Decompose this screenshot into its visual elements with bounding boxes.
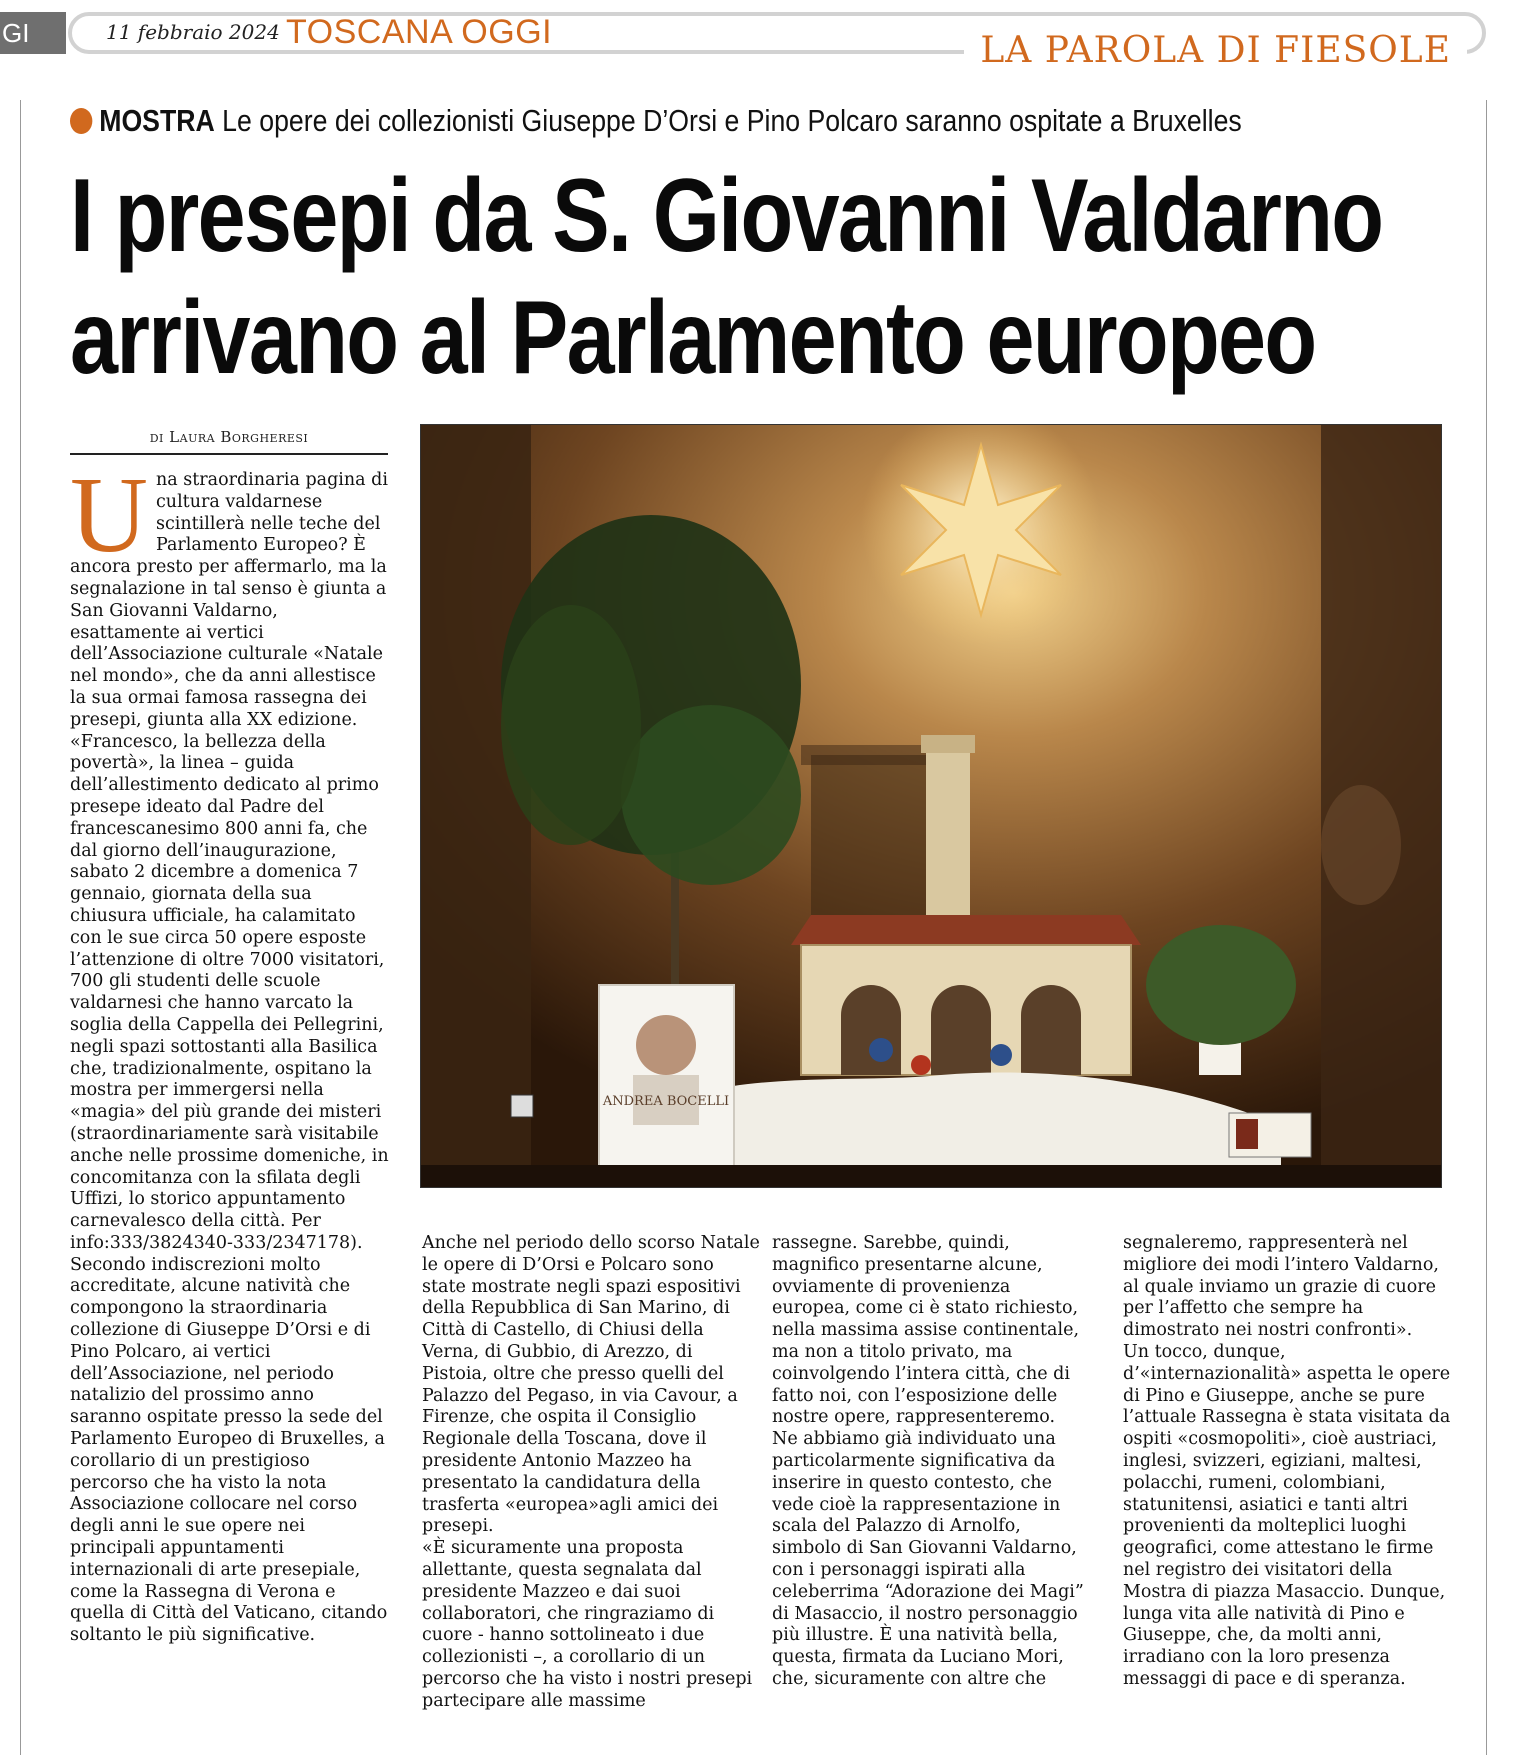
section-tab: GI <box>0 12 66 54</box>
paragraph: Un tocco, dunque, d’«internazionalità» aspetta le opere di Pino e Giuseppe, anche se pure l’attuale Rassegna è stata visitata da ospiti «cosmopoliti», cioè austriaci, inglesi, svizzeri, egiziani, maltesi, polacchi, rumeni, colombiani, statunitensi, asiatici e tanti altri provenienti da molteplici luoghi geografici, come attestano le firme nel registro dei visitatori della Mostra di piazza Masaccio. Dunque, lunga vita alle natività di Pino e Giuseppe, che, da molti anni, irradiano con la loro presenza messaggi di pace e di speranza. <box>1123 1341 1451 1689</box>
kicker-label: MOSTRA <box>99 103 215 138</box>
article-headline <box>70 155 1382 399</box>
text-column-2 <box>422 1233 762 1713</box>
left-margin-rule <box>20 100 21 1755</box>
text-column-3 <box>772 1233 1084 1691</box>
paragraph <box>70 456 390 1255</box>
text-column-1 <box>70 456 390 1647</box>
paragraph: Anche nel periodo dello scorso Natale le opere di D’Orsi e Polcaro sono state mostrate negli spazi espositivi della Repubblica di San Marino, di Città di Castello, di Chiusi della Verna, di Gubbio, di Arezzo, di Pistoia, oltre che presso quelli del Palazzo del Pegaso, in via Cavour, a Firenze, che ospita il Consiglio Regionale della Toscana, dove il presidente Antonio Mazzeo ha presentato la candidatura della trasferta «europea»agli amici dei presepi. <box>422 1233 760 1537</box>
right-margin-rule <box>1486 100 1487 1755</box>
publication-name: TOSCANA OGGI <box>286 13 553 51</box>
text-column-4 <box>1123 1233 1453 1691</box>
paragraph: rassegne. Sarebbe, quindi, magnifico presentarne alcune, ovviamente di provenienza europea, come ci è stato richiesto, nella massima assise continentale, ma non a titolo privato, ma coinvolgendo l’intera città, che di fatto noi, con l’esposizione delle nostre opere, rappresenteremo. Ne abbiamo già individuato una particolarmente significativa da inserire in questo contesto, che vede cioè la rappresentazione in scala del Palazzo di Arnolfo, simbolo di San Giovanni Valdarno, con i personaggi ispirati alla celeberrima “Adorazione dei Magi” di Masaccio, il nostro personaggio più illustre. È una natività bella, questa, firmata da Luciano Mori, che, sicuramente con altre che <box>772 1233 1084 1689</box>
article-photo <box>420 424 1442 1188</box>
byline: di Laura Borgheresi <box>149 428 309 446</box>
headline-line-1: I presepi da S. Giovanni Valdarno <box>70 158 1383 274</box>
paragraph: «È sicuramente una proposta allettante, questa segnalata dal presidente Mazzeo e dai suoi collaboratori, che ringraziamo di cuore - hanno sottolineato i due collezionisti –, a corollario di un percorso che ha visto i nostri presepi partecipare alle massime <box>422 1538 753 1711</box>
issue-date: 11 febbraio 2024 <box>106 20 280 44</box>
headline-line-2: arrivano al Parlamento europeo <box>70 280 1316 396</box>
book-title-text: ANDREA BOCELLI <box>602 1094 730 1109</box>
bullet-dot-icon <box>70 108 92 134</box>
kicker-text: Le opere dei collezionisti Giuseppe D’Orsi e Pino Polcaro saranno ospitate a Bruxelles <box>222 103 1242 138</box>
paragraph: segnaleremo, rappresenterà nel migliore dei modi l’intero Valdarno, al quale inviamo un grazie di cuore per l’affetto che sempre ha dimostrato nei nostri confronti». <box>1123 1233 1439 1341</box>
article-kicker <box>70 103 1242 139</box>
drop-cap: U <box>70 456 148 575</box>
byline-divider <box>70 453 388 455</box>
paragraph: Secondo indiscrezioni molto accreditate, alcune natività che compongono la straordinaria collezione di Giuseppe D’Orsi e di Pino Polcaro, ai vertici dell’Associazione, nel periodo natalizio del prossimo anno saranno ospitate presso la sede del Parlamento Europeo di Bruxelles, a corollario di un prestigioso percorso che ha visto la nota Associazione collocare nel corso degli anni le sue opere nei principali appuntamenti internazionali di arte presepiale, come la Rassegna di Verona e quella di Città del Vaticano, citando soltanto le più significative. <box>70 1254 388 1646</box>
nativity-scene-image <box>421 425 1442 1188</box>
section-title: LA PAROLA DI FIESOLE <box>964 30 1467 71</box>
paragraph-text: na straordinaria pagina di cultura valdarnese scintillerà nelle teche del Parlamento Europeo? È ancora presto per affermarlo, ma la segnalazione in tal senso è giunta a San Giovanni Valdarno, esattamente ai vertici dell’Associazione culturale «Natale nel mondo», che da anni allestisce la sua ormai famosa rassegna dei presepi, giunta alla XX edizione. «Francesco, la bellezza della povertà», la linea – guida dell’allestimento dedicato al primo presepe ideato dal Padre del francescanesimo 800 anni fa, che dal giorno dell’inaugurazione, sabato 2 dicembre a domenica 7 gennaio, giornata della sua chiusura ufficiale, ha calamitato con le sue circa 50 opere esposte l’attenzione di oltre 7000 visitatori, 700 gli studenti delle scuole valdarnesi che hanno varcato la soglia della Cappella dei Pellegrini, negli spazi sottostanti alla Basilica che, tradizionalmente, ospitano la mostra per immergersi nella «magia» del più grande dei misteri (straordinariamente sarà visitabile anche nelle prossime domeniche, in concomitanza con la sfilata degli Uffizi, lo storico appuntamento carnevalesco della città. Per info:333/3824340-333/2347178). <box>70 470 389 1253</box>
